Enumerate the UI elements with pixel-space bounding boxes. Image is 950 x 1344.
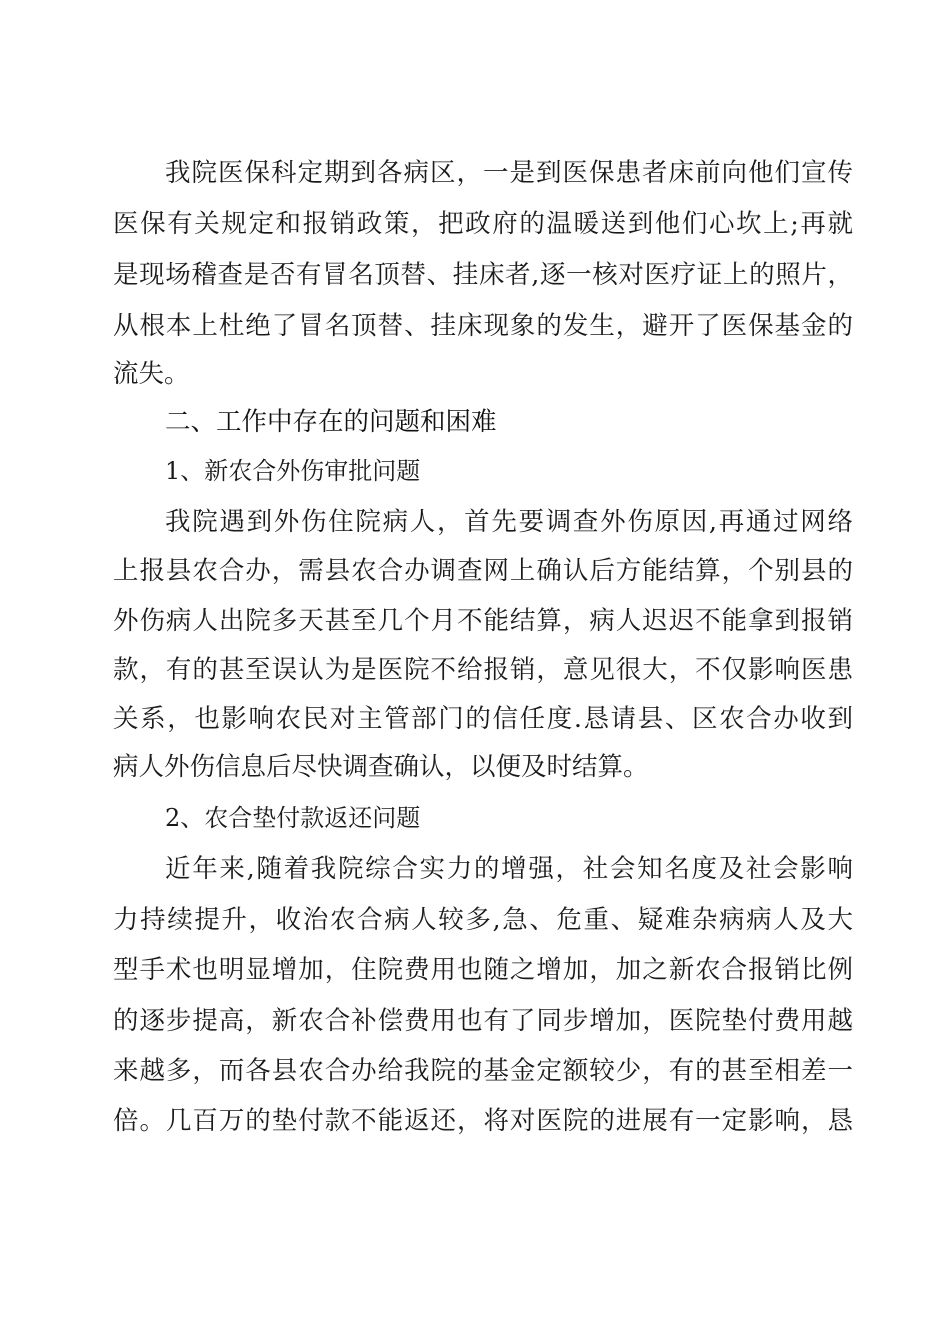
section-heading: 二、工作中存在的问题和困难 — [165, 407, 497, 437]
paragraph-line: 关系，也影响农民对主管部门的信任度.恳请县、区农合办收到 — [113, 704, 853, 734]
paragraph-line: 外伤病人出院多天甚至几个月不能结算，病人迟迟不能拿到报销 — [113, 606, 853, 636]
paragraph-line: 来越多，而各县农合办给我院的基金定额较少，有的甚至相差一 — [113, 1056, 853, 1086]
paragraph-line: 病人外伤信息后尽快调查确认，以便及时结算。 — [113, 752, 649, 782]
paragraph-line: 上报县农合办，需县农合办调查网上确认后方能结算，个别县的 — [113, 556, 853, 586]
item-title: 1、新农合外伤审批问题 — [165, 457, 421, 485]
paragraph-line: 的逐步提高，新农合补偿费用也有了同步增加，医院垫付费用越 — [113, 1006, 853, 1036]
paragraph-line: 医保有关规定和报销政策，把政府的温暖送到他们心坎上;再就 — [113, 209, 853, 239]
paragraph-line: 我院医保科定期到各病区，一是到医保患者床前向他们宣传 — [165, 158, 853, 188]
paragraph-line: 是现场稽查是否有冒名顶替、挂床者,逐一核对医疗证上的照片， — [113, 260, 853, 290]
paragraph-line: 力持续提升，收治农合病人较多,急、危重、疑难杂病病人及大 — [113, 905, 853, 935]
paragraph-line: 流失。 — [113, 359, 190, 389]
paragraph-line: 款，有的甚至误认为是医院不给报销，意见很大，不仅影响医患 — [113, 655, 853, 685]
paragraph-line: 型手术也明显增加，住院费用也随之增加，加之新农合报销比例 — [113, 955, 853, 985]
paragraph-line: 从根本上杜绝了冒名顶替、挂床现象的发生，避开了医保基金的 — [113, 311, 853, 341]
paragraph-line: 近年来,随着我院综合实力的增强，社会知名度及社会影响 — [165, 854, 853, 884]
paragraph-line: 我院遇到外伤住院病人，首先要调查外伤原因,再通过网络 — [165, 507, 853, 537]
paragraph-line: 倍。几百万的垫付款不能返还，将对医院的进展有一定影响，恳 — [113, 1106, 853, 1136]
item-title: 2、农合垫付款返还问题 — [165, 804, 421, 832]
